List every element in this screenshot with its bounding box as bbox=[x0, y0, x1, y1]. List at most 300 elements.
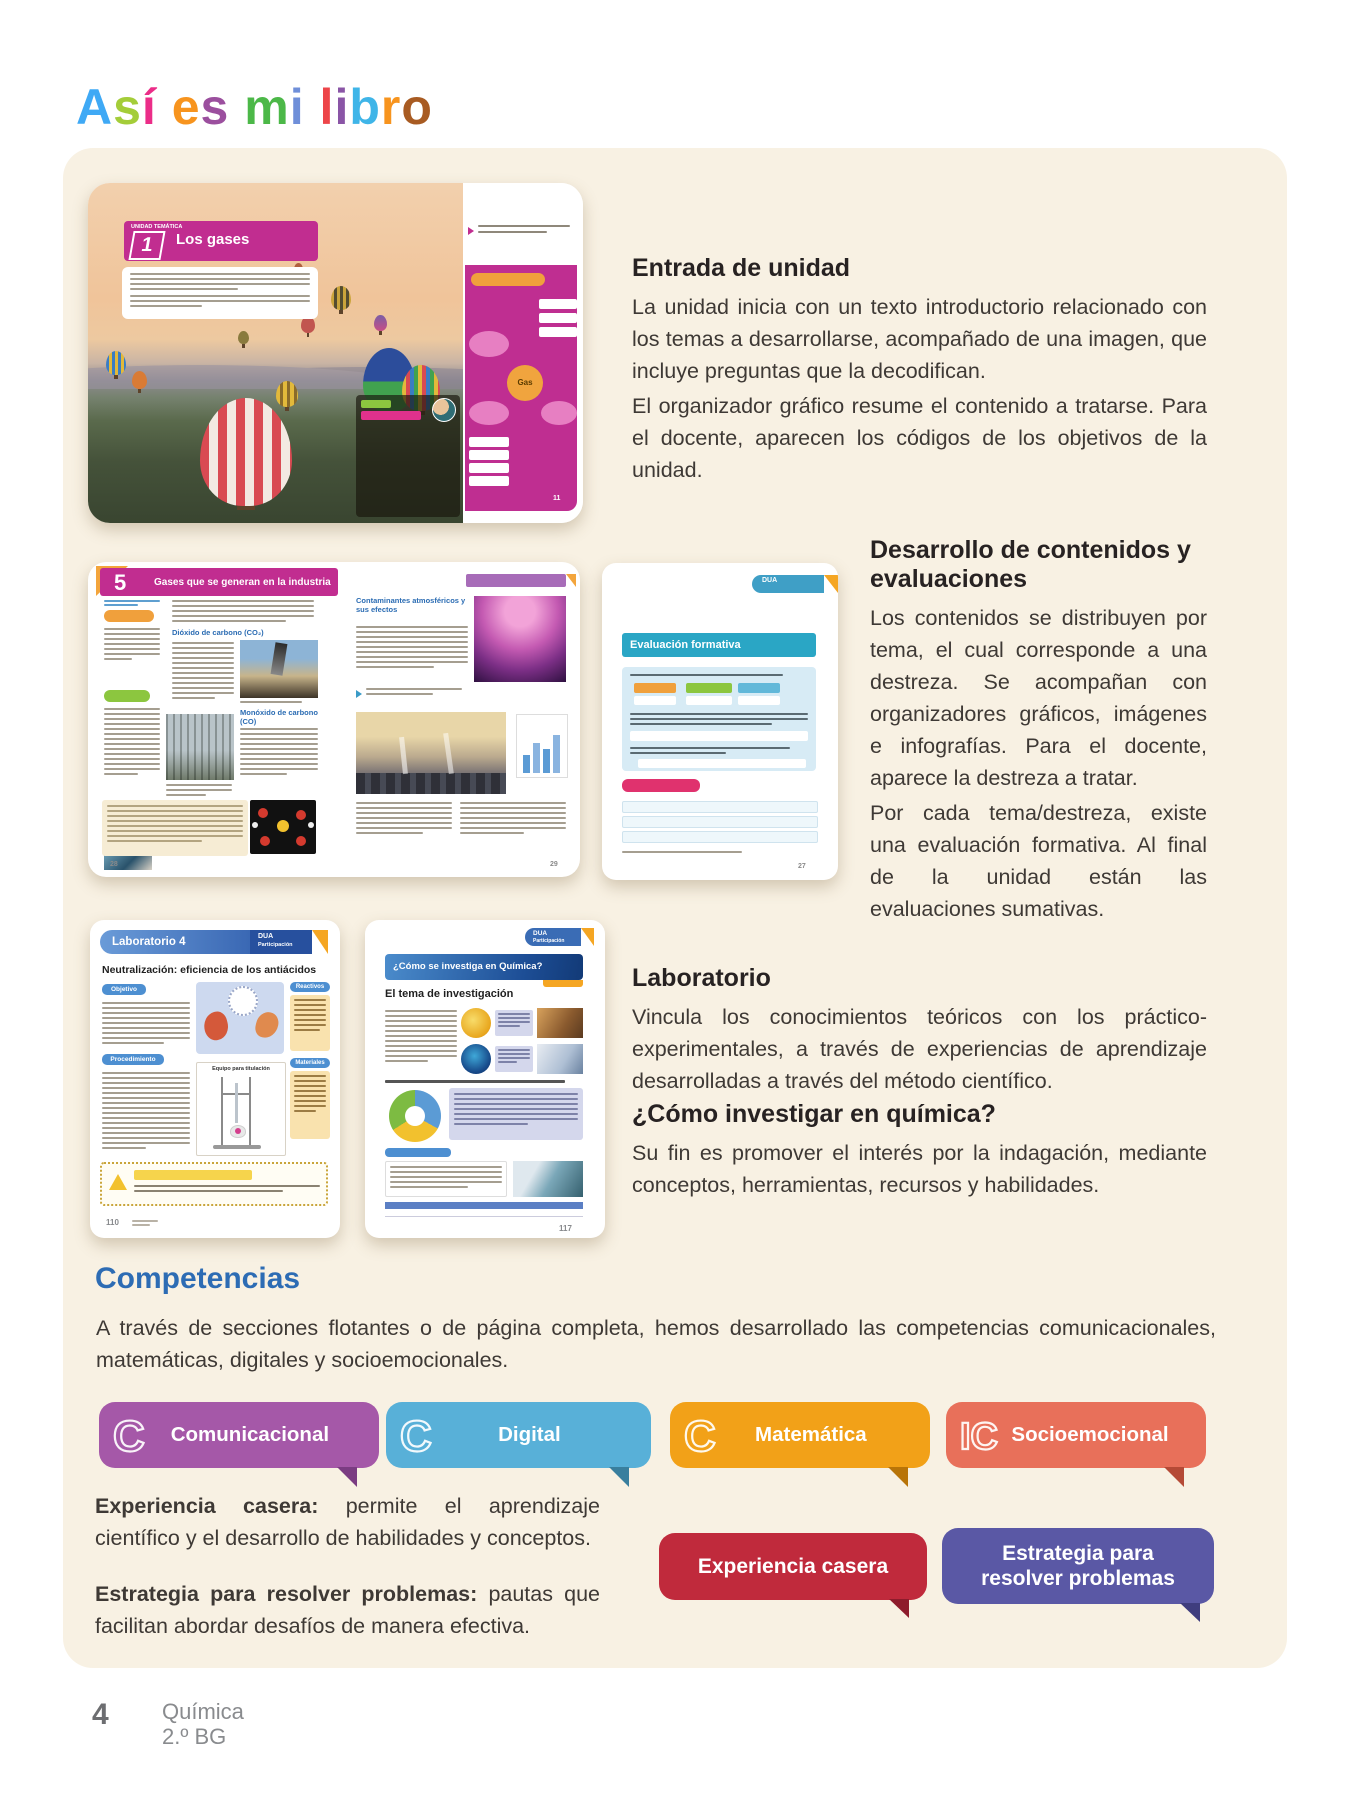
topic-title: Gases que se generan en la industria bbox=[154, 577, 331, 588]
title-letter bbox=[305, 79, 320, 135]
placeholder-text-line bbox=[356, 651, 468, 653]
placeholder-text-line bbox=[172, 682, 234, 684]
dua-label: DUA bbox=[762, 577, 778, 584]
ribbon-label: Socioemocional bbox=[1011, 1423, 1169, 1446]
placeholder-text-line bbox=[356, 802, 452, 804]
placeholder-text-line bbox=[104, 628, 160, 630]
ribbon-label: Digital bbox=[498, 1423, 561, 1446]
placeholder-paragraph bbox=[460, 802, 566, 837]
placeholder-text-line bbox=[172, 610, 314, 612]
organizer-node bbox=[469, 450, 509, 460]
section-paragraph: El organizador gráfico resume el contenido a tratarse. Para el docente, aparecen los códigos de los objetivos de la unidad. bbox=[632, 393, 1207, 482]
placeholder-text-line bbox=[366, 693, 433, 695]
placeholder-paragraph bbox=[134, 1185, 320, 1195]
placeholder-text-line bbox=[104, 653, 160, 655]
placeholder-label bbox=[474, 579, 544, 581]
title-letter: l bbox=[319, 79, 335, 135]
placeholder-text-line bbox=[294, 1095, 326, 1097]
topic-banner bbox=[100, 568, 338, 596]
placeholder-label bbox=[132, 1220, 158, 1228]
placeholder-text-line bbox=[102, 1137, 190, 1139]
placeholder-text-line bbox=[240, 728, 318, 730]
lead-in: Estrategia para resolver problemas: bbox=[95, 1582, 478, 1606]
placeholder-caption bbox=[366, 688, 462, 698]
orange-chip bbox=[471, 273, 545, 286]
competencias-heading: Competencias bbox=[95, 1262, 301, 1295]
placeholder-text-line bbox=[454, 1103, 578, 1105]
ribbon-label: Matemática bbox=[755, 1423, 867, 1446]
placeholder-text-line bbox=[102, 1007, 190, 1009]
solution bbox=[235, 1128, 241, 1134]
placeholder-text-line bbox=[240, 748, 318, 750]
placeholder-text-line bbox=[172, 672, 234, 674]
bar bbox=[523, 755, 530, 773]
placeholder-paragraph bbox=[361, 427, 453, 472]
placeholder-label bbox=[104, 600, 160, 608]
placeholder-text-line bbox=[172, 667, 234, 669]
blue-chip bbox=[385, 1148, 451, 1157]
research-title: El tema de investigación bbox=[385, 988, 514, 1000]
placeholder-text-line bbox=[104, 643, 160, 645]
placeholder-text-line bbox=[460, 802, 566, 804]
placeholder-text-line bbox=[630, 674, 783, 676]
organizer-node bbox=[469, 476, 509, 486]
unit-tag: UNIDAD TEMÁTICA bbox=[131, 224, 183, 230]
title-letter: b bbox=[349, 79, 381, 135]
materials-panel bbox=[290, 1071, 330, 1139]
page-number: 27 bbox=[798, 863, 806, 870]
orange-corner bbox=[566, 574, 576, 587]
placeholder-text-line bbox=[356, 641, 468, 643]
placeholder-text-line bbox=[104, 723, 160, 725]
molecule-image bbox=[250, 800, 316, 854]
concert-photo bbox=[474, 596, 566, 682]
placeholder-text-line bbox=[294, 1080, 326, 1082]
placeholder-text-line bbox=[630, 747, 790, 749]
placeholder-text-line bbox=[134, 1190, 283, 1192]
placeholder-text-line bbox=[104, 718, 160, 720]
stomach bbox=[254, 1010, 281, 1040]
placeholder-text-line bbox=[107, 830, 243, 832]
placeholder-text-line bbox=[356, 812, 452, 814]
competencia-ribbon-socioemocional bbox=[946, 1402, 1206, 1468]
organizer-node bbox=[539, 299, 577, 309]
placeholder-text-line bbox=[104, 753, 160, 755]
placeholder-text-line bbox=[172, 647, 234, 649]
placeholder-text-line bbox=[294, 1019, 326, 1021]
placeholder-text-line bbox=[498, 1057, 530, 1059]
placeholder-caption bbox=[622, 851, 742, 853]
organizer-node bbox=[539, 313, 577, 323]
pink-chip bbox=[622, 779, 700, 792]
page-number: 29 bbox=[550, 861, 558, 868]
table-header bbox=[385, 1202, 583, 1209]
placeholder-paragraph bbox=[130, 295, 310, 307]
placeholder-text-line bbox=[356, 827, 452, 829]
ribbon-tail bbox=[609, 1467, 629, 1487]
placeholder-text-line bbox=[630, 752, 726, 754]
placeholder-text-line bbox=[361, 437, 453, 439]
section-laboratorio bbox=[632, 964, 1207, 1100]
placeholder-text-line bbox=[460, 832, 524, 834]
graphic-organizer bbox=[465, 265, 577, 511]
placeholder-text-line bbox=[102, 1022, 190, 1024]
placeholder-text-line bbox=[104, 748, 160, 750]
organizer-ellipse bbox=[469, 331, 509, 357]
placeholder-list bbox=[294, 1075, 326, 1112]
orange-chip bbox=[634, 683, 676, 693]
section-entrada bbox=[632, 254, 1207, 489]
green-chip bbox=[104, 690, 150, 702]
thumbnail-lab-page bbox=[90, 920, 340, 1238]
stand-pole bbox=[221, 1077, 223, 1145]
placeholder-text-line bbox=[361, 432, 453, 434]
placeholder-text-line bbox=[479, 278, 583, 280]
title-letter: i bbox=[334, 79, 350, 135]
placeholder-text-line bbox=[385, 1055, 457, 1057]
buildings bbox=[356, 773, 506, 794]
placeholder-text-line bbox=[104, 648, 160, 650]
section-heading: ¿Cómo investigar en química? bbox=[632, 1100, 996, 1128]
placeholder-text-line bbox=[172, 605, 314, 607]
arrow-icon bbox=[356, 690, 362, 698]
placeholder-text-line bbox=[294, 1110, 316, 1112]
placeholder-text-line bbox=[102, 1017, 190, 1019]
placeholder-text-line bbox=[107, 810, 243, 812]
placeholder-text-line bbox=[356, 626, 468, 628]
objective-chip: Objetivo bbox=[102, 984, 146, 995]
section-heading: Entrada de unidad bbox=[632, 254, 851, 282]
placeholder-text-line bbox=[294, 1075, 326, 1077]
thumbnail-content-spread bbox=[88, 562, 580, 877]
placeholder-text-line bbox=[361, 452, 453, 454]
title-letter bbox=[157, 79, 172, 135]
placeholder-text-line bbox=[104, 633, 160, 635]
green-chip bbox=[361, 400, 391, 408]
placeholder-paragraph bbox=[130, 273, 310, 290]
placeholder-text-line bbox=[294, 1090, 326, 1092]
hot-air-balloon bbox=[132, 371, 147, 389]
placeholder-text-line bbox=[498, 1053, 530, 1055]
smoke bbox=[443, 733, 453, 774]
answer-row bbox=[622, 816, 818, 828]
eval-body bbox=[622, 667, 816, 771]
placeholder-text-line bbox=[454, 1113, 578, 1115]
table-row bbox=[385, 1209, 583, 1217]
stomach-illustration bbox=[196, 982, 284, 1054]
ribbon-label: Comunicacional bbox=[170, 1423, 330, 1446]
placeholder-text-line bbox=[356, 666, 434, 668]
title-letter: s bbox=[200, 79, 230, 135]
bar bbox=[543, 749, 550, 773]
placeholder-text-line bbox=[356, 822, 452, 824]
placeholder-text-line bbox=[104, 658, 132, 660]
placeholder-text-line bbox=[361, 462, 453, 464]
tag-experiencia-casera bbox=[659, 1533, 927, 1600]
placeholder-text-line bbox=[630, 784, 783, 786]
placeholder-paragraph bbox=[454, 1093, 578, 1125]
atom bbox=[296, 810, 306, 820]
placeholder-text-line bbox=[474, 579, 580, 581]
molecule-circle-image bbox=[461, 1008, 491, 1038]
section-paragraph bbox=[95, 1490, 600, 1554]
dua-sublabel: Participación bbox=[533, 938, 565, 944]
placeholder-text-line bbox=[102, 1122, 190, 1124]
placeholder-text-line bbox=[390, 1181, 502, 1183]
section-paragraph: Por cada tema/destreza, existe una evaluación formativa. Al final de la unidad están las evaluaciones sumativas. bbox=[870, 800, 1207, 921]
footer-page-number: 4 bbox=[92, 1698, 109, 1731]
placeholder-paragraph bbox=[166, 784, 232, 799]
placeholder-text-line bbox=[390, 1171, 502, 1173]
unit-number: 1 bbox=[128, 231, 165, 260]
lab-title: Neutralización: eficiencia de los antiácidos bbox=[102, 964, 317, 976]
placeholder-text-line bbox=[294, 1014, 326, 1016]
placeholder-text-line bbox=[104, 768, 160, 770]
competencia-ribbon-comunicacional bbox=[99, 1402, 379, 1468]
placeholder-text-line bbox=[102, 1132, 190, 1134]
organizer-ellipse bbox=[469, 401, 509, 425]
atom bbox=[296, 836, 306, 846]
warning-label bbox=[134, 1170, 252, 1180]
tag-label: Estrategia para resolver problemas bbox=[981, 1541, 1175, 1590]
hot-air-balloon bbox=[276, 381, 298, 407]
placeholder-text-line bbox=[294, 999, 326, 1001]
thumbnail-unit-opener bbox=[88, 183, 583, 523]
answer-box bbox=[738, 696, 780, 705]
placeholder-text-line bbox=[134, 1185, 320, 1187]
placeholder-text-line bbox=[294, 1004, 326, 1006]
title-letter: m bbox=[244, 79, 290, 135]
section-paragraph: Los contenidos se distribuyen por tema, el cual corresponde a una destreza. Se acompañan con organizadores gráficos, imágenes e infografías. Para el docente, aparece la destreza a tratar. bbox=[870, 605, 1207, 790]
placeholder-text-line bbox=[102, 1012, 190, 1014]
section-como-investigar bbox=[632, 1100, 1207, 1204]
titration-figure bbox=[196, 1062, 286, 1156]
placeholder-text-line bbox=[498, 1021, 530, 1023]
organizer-node bbox=[469, 437, 509, 447]
pills-circle bbox=[228, 986, 258, 1016]
placeholder-text-line bbox=[166, 794, 206, 796]
lab-header: Laboratorio 4 bbox=[100, 930, 250, 954]
placeholder-text-line bbox=[104, 758, 160, 760]
topic-number: 5 bbox=[114, 570, 127, 595]
placeholder-text-line bbox=[356, 807, 452, 809]
placeholder-text-line bbox=[240, 753, 318, 755]
stand-base bbox=[213, 1145, 261, 1149]
placeholder-text-line bbox=[240, 738, 318, 740]
tag-estrategia bbox=[942, 1528, 1214, 1604]
title-letter: í bbox=[141, 79, 157, 135]
mini-bar-chart bbox=[516, 714, 568, 778]
placeholder-text-line bbox=[240, 743, 318, 745]
placeholder-text-line bbox=[102, 1117, 190, 1119]
placeholder-text-line bbox=[460, 812, 566, 814]
placeholder-text-line bbox=[130, 278, 310, 280]
competencia-ribbon-digital bbox=[386, 1402, 651, 1468]
intro-text-box bbox=[122, 267, 318, 319]
placeholder-text-line bbox=[102, 1092, 190, 1094]
hot-air-balloon bbox=[200, 398, 292, 506]
placeholder-text-line bbox=[172, 620, 286, 622]
dua-label: DUA bbox=[258, 933, 274, 940]
placeholder-text-line bbox=[390, 1166, 502, 1168]
placeholder-text-line bbox=[172, 692, 234, 694]
placeholder-text-line bbox=[172, 677, 234, 679]
answer-row bbox=[622, 801, 818, 813]
placeholder-text-line bbox=[107, 835, 243, 837]
placeholder-text-line bbox=[498, 1049, 530, 1051]
mini-table bbox=[385, 1202, 583, 1223]
placeholder-text-line bbox=[102, 1107, 190, 1109]
placeholder-text-line bbox=[102, 1147, 146, 1149]
placeholder-label bbox=[762, 586, 812, 588]
placeholder-text-line bbox=[102, 1142, 190, 1144]
blue-chip bbox=[738, 683, 780, 693]
placeholder-text-line bbox=[102, 1042, 164, 1044]
mini-heading: Dióxido de carbono (CO₂) bbox=[172, 628, 264, 637]
page-number: 28 bbox=[110, 861, 118, 868]
placeholder-text-line bbox=[385, 1050, 457, 1052]
photo bbox=[537, 1008, 583, 1038]
placeholder-text-line bbox=[356, 646, 468, 648]
green-chip bbox=[686, 683, 732, 693]
stand-pole bbox=[249, 1077, 251, 1145]
orange-corner bbox=[824, 575, 838, 593]
ic-logo-icon: IC bbox=[960, 1416, 998, 1458]
pink-chip bbox=[361, 411, 421, 420]
unit-opener-organizer-page bbox=[463, 183, 583, 523]
answer-box bbox=[686, 696, 732, 705]
placeholder-text-line bbox=[240, 758, 318, 760]
placeholder-text-line bbox=[390, 1176, 502, 1178]
footer-subject bbox=[162, 1699, 244, 1749]
placeholder-text-line bbox=[240, 733, 318, 735]
placeholder-paragraph bbox=[172, 600, 314, 625]
placeholder-text-line bbox=[356, 832, 423, 834]
c-logo-icon: C bbox=[113, 1412, 145, 1461]
hot-air-balloon bbox=[106, 351, 126, 375]
dua-tab bbox=[525, 928, 581, 946]
page-number: 117 bbox=[559, 1224, 572, 1233]
competencia-ribbon-matematica bbox=[670, 1402, 930, 1468]
placeholder-text-line bbox=[294, 1085, 326, 1087]
placeholder-text-line bbox=[294, 1009, 326, 1011]
estrategia-text bbox=[95, 1578, 600, 1645]
answer-box bbox=[638, 759, 806, 768]
placeholder-paragraph bbox=[104, 628, 160, 663]
reagents-chip: Reactivos bbox=[290, 982, 330, 992]
dua-tab bbox=[250, 930, 312, 954]
placeholder-text-line bbox=[130, 273, 310, 275]
atom bbox=[258, 808, 268, 818]
placeholder-text-line bbox=[132, 1224, 150, 1226]
placeholder-paragraph bbox=[498, 1049, 530, 1063]
atom bbox=[308, 822, 314, 828]
section-paragraph: La unidad inicia con un texto introductorio relacionado con los temas a desarrollarse, acompañado de una imagen, que incluye preguntas que la decodifican. bbox=[632, 294, 1207, 383]
placeholder-text-line bbox=[130, 288, 238, 290]
reagents-panel bbox=[290, 995, 330, 1051]
placeholder-text-line bbox=[107, 840, 202, 842]
section-heading: Laboratorio bbox=[632, 964, 771, 992]
placeholder-text-line bbox=[361, 457, 453, 459]
dua-banner bbox=[466, 574, 566, 587]
placeholder-text-line bbox=[454, 1108, 578, 1110]
photo-caption-box bbox=[356, 395, 460, 517]
placeholder-text-line bbox=[622, 851, 742, 853]
placeholder-text-line bbox=[172, 657, 234, 659]
section-paragraph: Su fin es promover el interés por la indagación, mediante conceptos, herramientas, recursos y habilidades. bbox=[632, 1140, 1207, 1197]
organizer-node bbox=[539, 327, 577, 337]
unit-opener-photo bbox=[88, 183, 463, 523]
placeholder-text-line bbox=[102, 1112, 190, 1114]
lead-rest: pautas que facilitan abordar desafíos de manera efectiva. bbox=[95, 1582, 600, 1638]
tag-label: Experiencia casera bbox=[697, 1554, 889, 1578]
placeholder-question bbox=[630, 674, 800, 676]
research-header: ¿Cómo se investiga en Química? bbox=[385, 954, 583, 980]
placeholder-text-line bbox=[294, 1029, 320, 1031]
placeholder-text-line bbox=[460, 822, 566, 824]
hot-air-balloon bbox=[331, 286, 351, 310]
placeholder-text-line bbox=[102, 1097, 190, 1099]
page-number: 110 bbox=[106, 1218, 119, 1227]
mini-heading: Monóxido de carbono (CO) bbox=[240, 708, 318, 727]
placeholder-text-line bbox=[166, 789, 232, 791]
smoke bbox=[399, 736, 407, 773]
dua-tab bbox=[752, 575, 824, 593]
placeholder-text-line bbox=[356, 636, 468, 638]
placeholder-paragraph bbox=[107, 805, 243, 842]
placeholder-question bbox=[630, 713, 808, 728]
competencias-intro bbox=[96, 1312, 1216, 1379]
title-letter: A bbox=[76, 79, 114, 135]
placeholder-text-line bbox=[102, 1077, 190, 1079]
organizer-ellipse bbox=[541, 401, 577, 425]
placeholder-paragraph bbox=[102, 1002, 190, 1047]
placeholder-paragraph bbox=[498, 1013, 530, 1027]
hot-air-balloon bbox=[238, 331, 249, 344]
footer-subject-name: Química bbox=[162, 1699, 244, 1724]
beige-text-box bbox=[102, 800, 248, 856]
placeholder-text-line bbox=[356, 661, 468, 663]
placeholder-text-line bbox=[385, 1060, 428, 1062]
lead-in: Experiencia casera: bbox=[95, 1494, 319, 1518]
pie-diagram bbox=[389, 1090, 441, 1142]
placeholder-text-line bbox=[104, 733, 160, 735]
placeholder-text-line bbox=[107, 805, 243, 807]
placeholder-text-line bbox=[498, 1013, 530, 1015]
city-smog-photo bbox=[356, 712, 506, 794]
page-number: 11 bbox=[553, 495, 561, 502]
bar bbox=[553, 735, 560, 773]
placeholder-text-line bbox=[366, 688, 462, 690]
placeholder-text-line bbox=[166, 784, 232, 786]
figure-caption: Equipo para titulación bbox=[212, 1066, 270, 1072]
placeholder-text-line bbox=[172, 697, 215, 699]
placeholder-text-line bbox=[498, 1061, 517, 1063]
placeholder-text-line bbox=[460, 827, 566, 829]
placeholder-paragraph bbox=[478, 225, 570, 237]
title-letter bbox=[229, 79, 244, 135]
placeholder-text-line bbox=[104, 738, 160, 740]
placeholder-text-line bbox=[294, 1105, 326, 1107]
placeholder-text-line bbox=[385, 1045, 457, 1047]
mini-heading: Contaminantes atmosféricos y sus efectos bbox=[356, 596, 466, 615]
placeholder-label bbox=[630, 784, 690, 786]
placeholder-text-line bbox=[107, 815, 243, 817]
materials-chip: Materiales bbox=[290, 1058, 330, 1068]
placeholder-text-line bbox=[385, 1040, 457, 1042]
placeholder-text-line bbox=[478, 225, 570, 227]
placeholder-label bbox=[479, 278, 535, 280]
